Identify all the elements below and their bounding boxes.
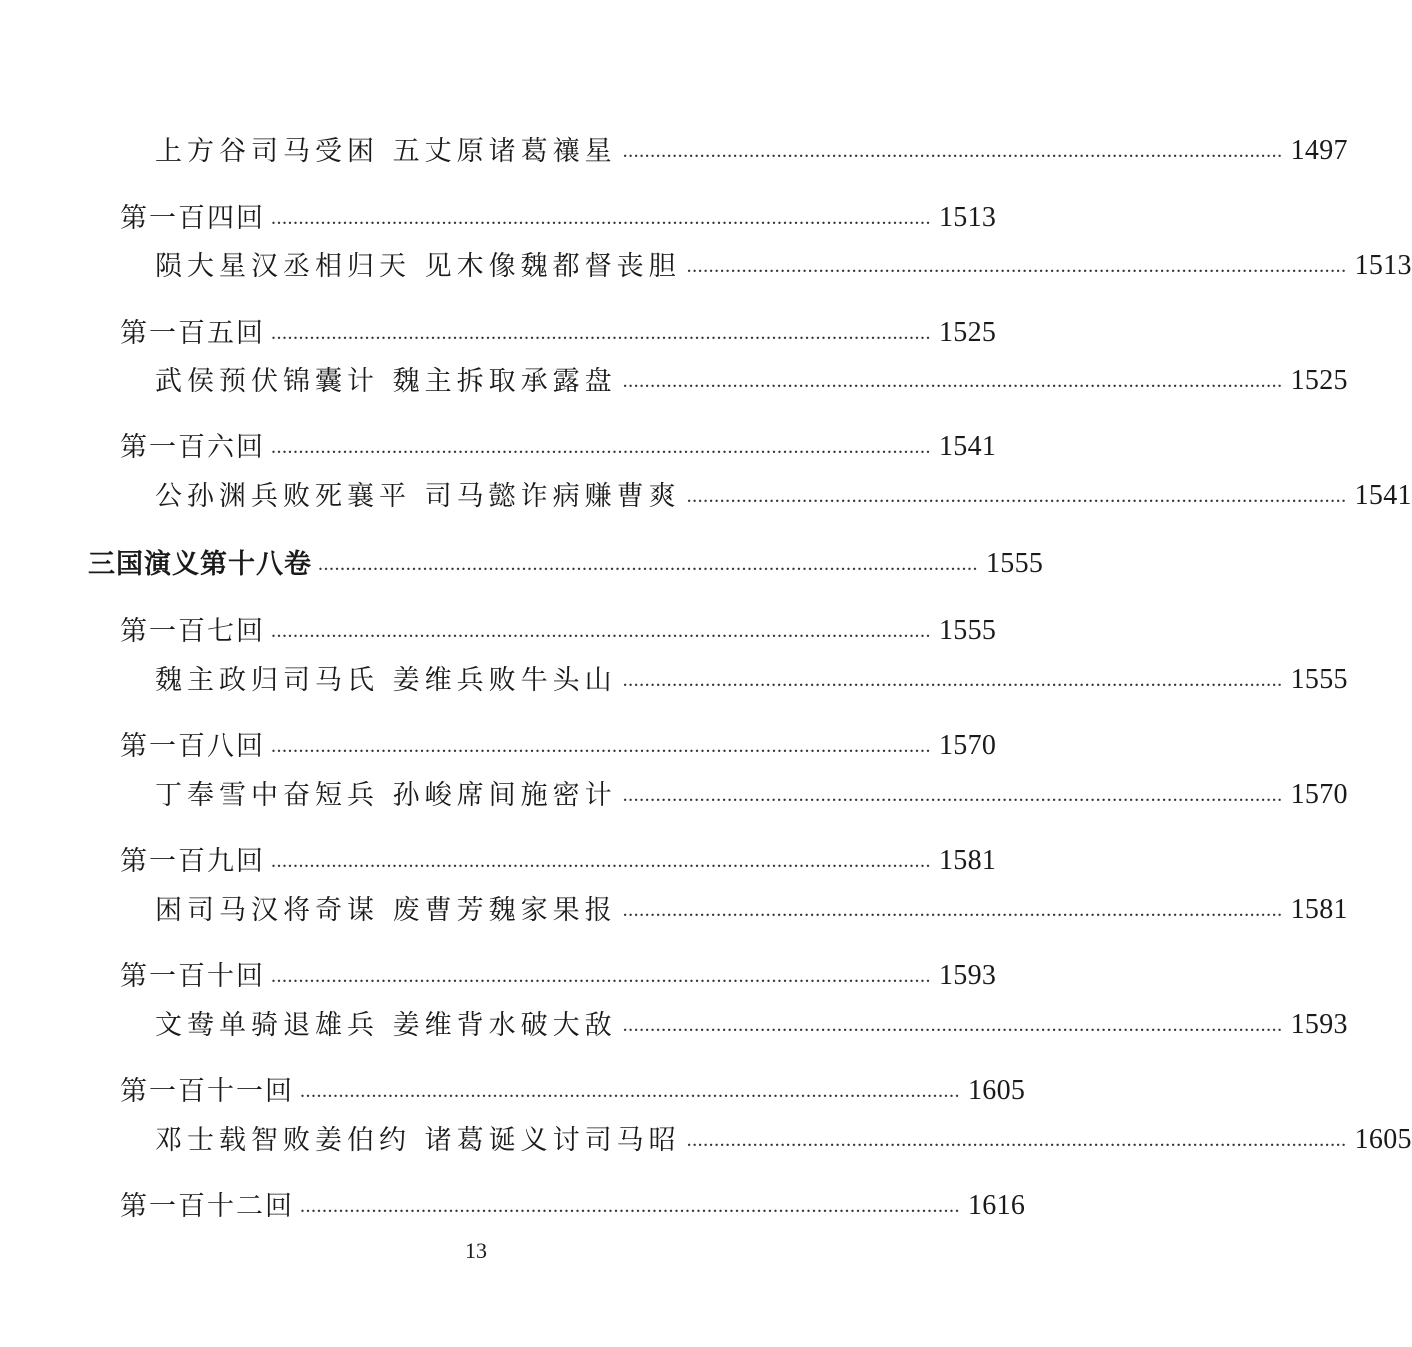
toc-entry-episode xyxy=(155,355,1348,397)
toc-page-ref: 1605 xyxy=(1354,1124,1412,1155)
toc-page-ref: 1555 xyxy=(986,548,1044,579)
toc-page-ref: 1497 xyxy=(1290,135,1348,166)
toc-leader-dots: ........................................................................................................................ xyxy=(300,1080,960,1102)
toc-entry-episode xyxy=(155,769,1348,811)
toc-page-ref: 1570 xyxy=(939,730,997,761)
toc-entry-episode xyxy=(155,654,1348,696)
toc-title: 第一百六回 xyxy=(120,432,265,463)
toc-page-ref: 1581 xyxy=(939,845,997,876)
toc-entry-chapter xyxy=(120,720,997,762)
toc-leader-dots: ........................................................................................................................ xyxy=(271,965,931,987)
toc-page-ref: 1605 xyxy=(968,1075,1026,1106)
toc-leader-dots: ........................................................................................................................ xyxy=(318,553,978,575)
toc-leader-dots: ........................................................................................................................ xyxy=(271,735,931,757)
toc-title: 第一百七回 xyxy=(120,616,265,647)
toc-leader-dots: ........................................................................................................................ xyxy=(271,620,931,642)
toc-leader-dots: ........................................................................................................................ xyxy=(271,850,931,872)
toc-page-ref: 1593 xyxy=(1290,1009,1348,1040)
toc-page-ref: 1555 xyxy=(939,615,997,646)
toc-entry-chapter xyxy=(120,307,997,349)
toc-entry-chapter xyxy=(120,835,997,877)
toc-page-ref: 1513 xyxy=(1354,250,1412,281)
toc-title: 武侯预伏锦囊计 魏主拆取承露盘 xyxy=(155,366,617,397)
toc-leader-dots: ........................................................................................................................ xyxy=(622,370,1283,392)
toc-title: 上方谷司马受困 五丈原诸葛禳星 xyxy=(155,136,617,167)
toc-page-ref: 1555 xyxy=(1290,664,1348,695)
toc-leader-dots: ........................................................................................................................ xyxy=(271,322,931,344)
toc-leader-dots: ........................................................................................................................ xyxy=(686,485,1347,507)
toc-leader-dots: ........................................................................................................................ xyxy=(622,140,1283,162)
toc-entry-volume xyxy=(88,538,1044,580)
toc-leader-dots: ........................................................................................................................ xyxy=(622,899,1283,921)
toc-leader-dots: ........................................................................................................................ xyxy=(271,436,931,458)
toc-title: 陨大星汉丞相归天 见木像魏都督丧胆 xyxy=(155,251,681,282)
toc-entry-episode xyxy=(155,884,1348,926)
toc-title: 文鸯单骑退雄兵 姜维背水破大敌 xyxy=(155,1010,617,1041)
toc-page-ref: 1581 xyxy=(1290,894,1348,925)
page-number: 13 xyxy=(465,1238,487,1263)
toc-title: 第一百九回 xyxy=(120,846,265,877)
toc-page-ref: 1570 xyxy=(1290,779,1348,810)
toc-entry-episode xyxy=(155,240,1412,282)
toc-leader-dots: ........................................................................................................................ xyxy=(622,1014,1283,1036)
toc-leader-dots: ........................................................................................................................ xyxy=(686,255,1347,277)
toc-entry-chapter xyxy=(120,421,997,463)
toc-leader-dots: ........................................................................................................................ xyxy=(271,207,931,229)
toc-entry-chapter xyxy=(120,605,997,647)
toc-title: 第一百五回 xyxy=(120,318,265,349)
toc-page-ref: 1525 xyxy=(939,317,997,348)
toc-title: 第一百十二回 xyxy=(120,1191,294,1222)
toc-title: 第一百四回 xyxy=(120,203,265,234)
toc-entry-chapter xyxy=(120,950,997,992)
toc-entry-chapter xyxy=(120,192,997,234)
toc-title: 第一百八回 xyxy=(120,731,265,762)
toc-title: 困司马汉将奇谋 废曹芳魏家果报 xyxy=(155,895,617,926)
toc-entry-episode xyxy=(155,125,1348,167)
toc-entry-episode xyxy=(155,1114,1412,1156)
toc-page-ref: 1616 xyxy=(968,1190,1026,1221)
toc-entry-episode xyxy=(155,999,1348,1041)
toc-leader-dots: ........................................................................................................................ xyxy=(300,1195,960,1217)
toc-title: 公孙渊兵败死襄平 司马懿诈病赚曹爽 xyxy=(155,481,681,512)
toc-entry-chapter xyxy=(120,1065,1026,1107)
toc-title: 魏主政归司马氏 姜维兵败牛头山 xyxy=(155,665,617,696)
toc-leader-dots: ........................................................................................................................ xyxy=(622,669,1283,691)
toc-title: 第一百十一回 xyxy=(120,1076,294,1107)
toc-entry-chapter xyxy=(120,1180,1026,1222)
toc-page-ref: 1513 xyxy=(939,202,997,233)
toc-title: 第一百十回 xyxy=(120,961,265,992)
toc-leader-dots: ........................................................................................................................ xyxy=(686,1129,1347,1151)
toc-page-ref: 1525 xyxy=(1290,365,1348,396)
toc-page-ref: 1541 xyxy=(1354,480,1412,511)
toc-title: 邓士载智败姜伯约 诸葛诞义讨司马昭 xyxy=(155,1125,681,1156)
toc-title: 三国演义第十八卷 xyxy=(88,549,312,580)
toc-title: 丁奉雪中奋短兵 孙峻席间施密计 xyxy=(155,780,617,811)
toc-leader-dots: ........................................................................................................................ xyxy=(622,784,1283,806)
toc-page-ref: 1541 xyxy=(939,431,997,462)
toc-entry-episode xyxy=(155,470,1412,512)
toc-page-ref: 1593 xyxy=(939,960,997,991)
